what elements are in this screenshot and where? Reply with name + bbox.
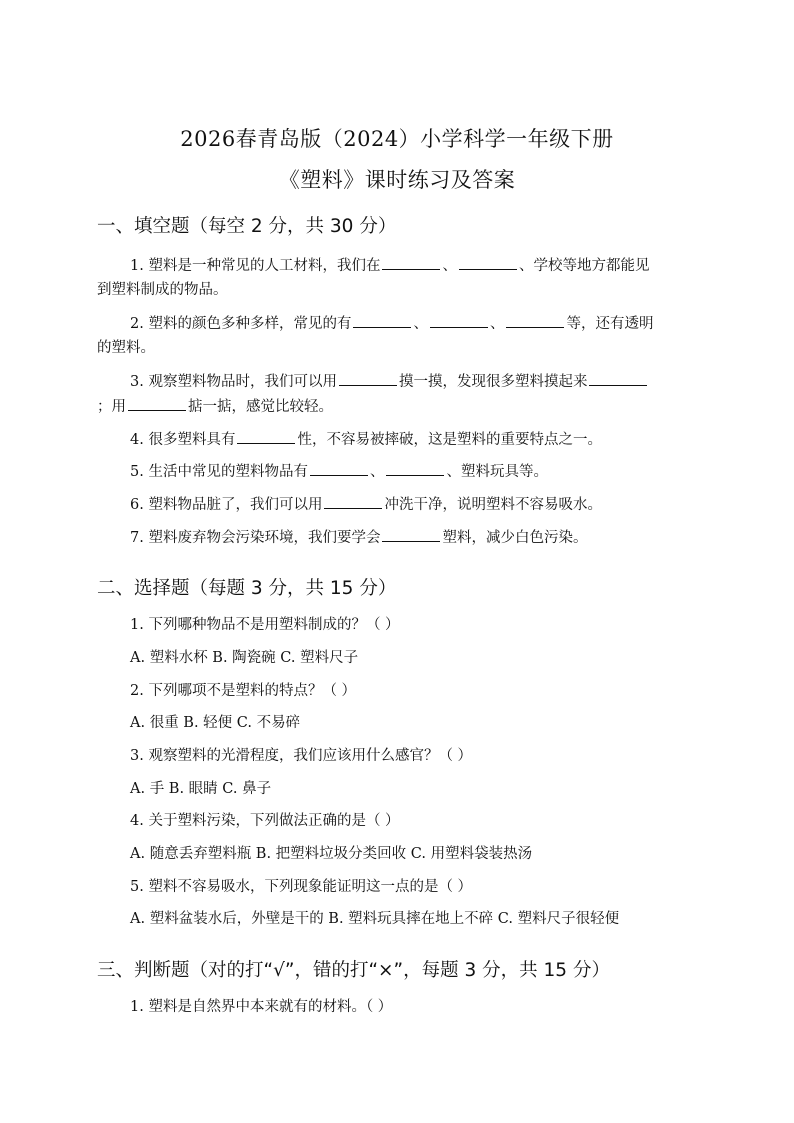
text: 冲洗干净，说明塑料不容易吸水。	[384, 497, 602, 513]
choice-options-2: A. 很重 B. 轻便 C. 不易碎	[130, 715, 301, 731]
choice-question-4: 4. 关于塑料污染，下列做法正确的是（ ）	[130, 813, 400, 829]
text: 4. 很多塑料具有	[130, 432, 236, 448]
answer-blank[interactable]	[339, 371, 397, 386]
choice-options-5: A. 塑料盆装水后，外壁是干的 B. 塑料玩具摔在地上不碎 C. 塑料尺子很轻便	[130, 911, 620, 927]
text: 、	[369, 464, 385, 480]
fill-question-2-cont: 的塑料。	[97, 340, 155, 356]
text: 5. 生活中常见的塑料物品有	[130, 464, 308, 480]
text: 6. 塑料物品脏了，我们可以用	[130, 497, 323, 513]
answer-blank[interactable]	[128, 396, 186, 411]
document-title: 2026春青岛版（2024）小学科学一年级下册	[180, 127, 614, 151]
fill-question-7	[130, 527, 587, 548]
fill-question-5	[130, 461, 548, 482]
text: 摸一摸，发现很多塑料摸起来	[398, 374, 588, 390]
fill-question-1	[130, 255, 649, 276]
fill-question-3-cont	[97, 396, 333, 417]
true-false-question-1: 1. 塑料是自然界中本来就有的材料。（ ）	[130, 999, 393, 1015]
fill-question-2	[130, 313, 653, 334]
answer-blank[interactable]	[382, 255, 440, 270]
text: 、塑料玩具等。	[446, 464, 548, 480]
section-true-false-heading: 三、判断题（对的打“√”，错的打“×”，每题 3 分，共 15 分）	[97, 960, 610, 981]
text: 、	[442, 258, 457, 274]
answer-blank[interactable]	[353, 313, 411, 328]
answer-blank[interactable]	[324, 494, 382, 509]
text: 、	[413, 316, 428, 332]
section-choice-heading: 二、选择题（每题 3 分，共 15 分）	[97, 578, 397, 599]
answer-blank[interactable]	[506, 313, 564, 328]
text: 、学校等地方都能见	[518, 258, 650, 274]
choice-options-4: A. 随意丢弃塑料瓶 B. 把塑料垃圾分类回收 C. 用塑料袋装热汤	[130, 846, 533, 862]
text: 塑料，减少白色污染。	[442, 530, 588, 546]
answer-blank[interactable]	[382, 527, 440, 542]
text: 7. 塑料废弃物会污染环境，我们要学会	[130, 530, 381, 546]
text: 1. 塑料是一种常见的人工材料，我们在	[130, 258, 381, 274]
fill-question-4	[130, 429, 602, 450]
fill-question-6	[130, 494, 602, 515]
choice-question-3: 3. 观察塑料的光滑程度，我们应该用什么感官？（ ）	[130, 748, 473, 764]
text: 等，还有透明	[566, 316, 654, 332]
section-fill-blank-heading: 一、填空题（每空 2 分，共 30 分）	[97, 216, 397, 237]
text: 、	[489, 316, 505, 332]
text: 掂一掂，感觉比较轻。	[188, 399, 333, 415]
answer-blank[interactable]	[386, 461, 444, 476]
choice-question-1: 1. 下列哪种物品不是用塑料制成的？（ ）	[130, 617, 400, 633]
answer-blank[interactable]	[589, 371, 647, 386]
document-subtitle: 《塑料》课时练习及答案	[278, 168, 516, 192]
choice-options-3: A. 手 B. 眼睛 C. 鼻子	[130, 781, 272, 797]
text: 2. 塑料的颜色多种多样，常见的有	[130, 316, 352, 332]
choice-question-2: 2. 下列哪项不是塑料的特点？（ ）	[130, 683, 357, 699]
choice-options-1: A. 塑料水杯 B. 陶瓷碗 C. 塑料尺子	[130, 650, 359, 666]
fill-question-3	[130, 371, 649, 392]
choice-question-5: 5. 塑料不容易吸水，下列现象能证明这一点的是（ ）	[130, 879, 473, 895]
answer-blank[interactable]	[430, 313, 488, 328]
answer-blank[interactable]	[310, 461, 368, 476]
answer-blank[interactable]	[237, 429, 295, 444]
fill-question-1-cont: 到塑料制成的物品。	[97, 282, 228, 298]
text: 性，不容易被摔破，这是塑料的重要特点之一。	[297, 432, 602, 448]
text: ；用	[97, 399, 126, 415]
text: 3. 观察塑料物品时，我们可以用	[130, 374, 337, 390]
answer-blank[interactable]	[459, 255, 517, 270]
